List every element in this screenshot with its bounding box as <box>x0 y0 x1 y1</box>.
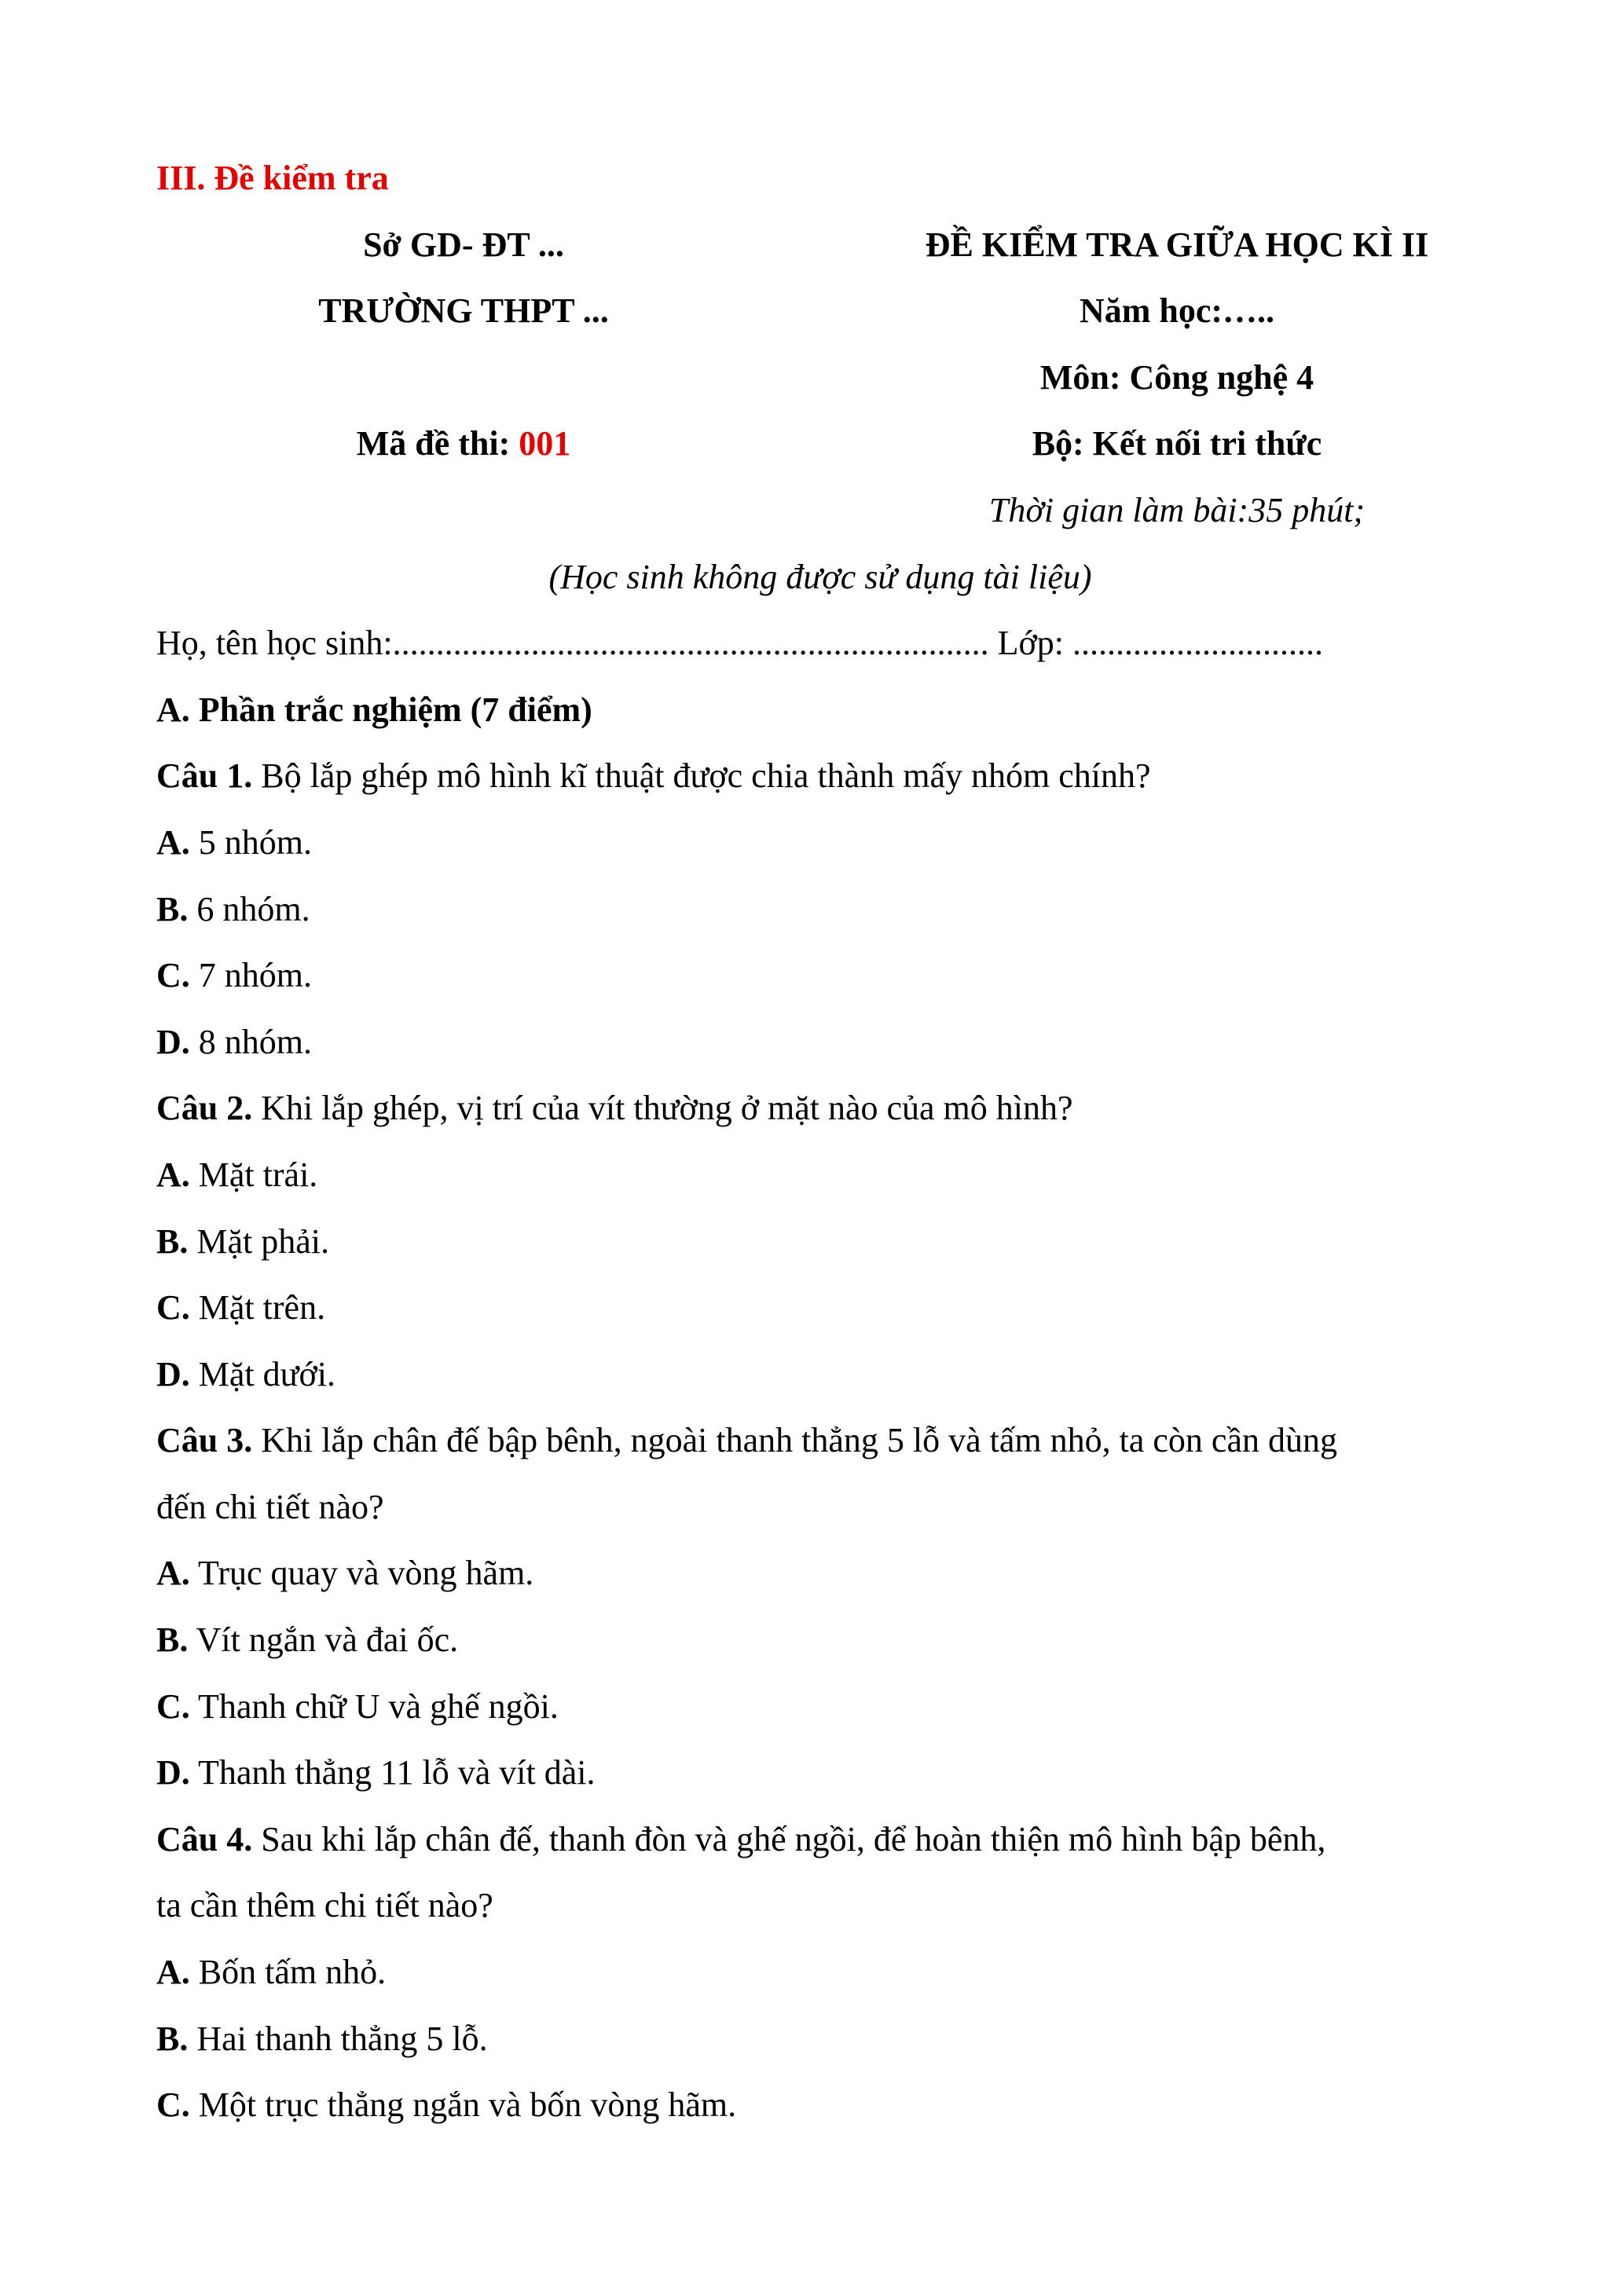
option-text: 5 nhóm. <box>189 822 313 862</box>
answer-option <box>156 1740 1484 1807</box>
question <box>156 1807 1484 1873</box>
exam-code-label: Mã đề thi: <box>356 424 511 463</box>
option-text: 7 nhóm. <box>189 956 313 995</box>
answer-option <box>156 810 1484 877</box>
question-list <box>156 743 1484 2138</box>
option-key: B. <box>156 889 189 928</box>
option-key: D. <box>156 1753 190 1792</box>
option-text: Mặt phải. <box>188 1221 329 1261</box>
note: (Học sinh không được sử dụng tài liệu) <box>548 557 1092 596</box>
option-text: Bốn tấm nhỏ. <box>189 1953 387 1992</box>
option-text: 6 nhóm. <box>188 889 310 928</box>
option-key: A. <box>156 1953 190 1992</box>
school-year: Năm học:….. <box>1079 291 1275 331</box>
question-label: Câu 4. <box>156 1819 253 1858</box>
exam-code-value: 001 <box>519 424 571 463</box>
question <box>156 743 1484 810</box>
duration: Thời gian làm bài:35 phút; <box>988 490 1366 529</box>
answer-option <box>156 1209 1484 1276</box>
answer-option <box>156 1674 1484 1741</box>
option-key: D. <box>156 1022 190 1061</box>
option-key: C. <box>156 2085 190 2125</box>
section-title: III. Đề kiểm tra <box>156 159 389 197</box>
option-text: Mặt trái. <box>189 1155 318 1194</box>
exam-page <box>156 145 1484 2139</box>
question-text: Sau khi lắp chân đế, thanh đòn và ghế ngồi, để hoàn thiện mô hình bập bênh, <box>252 1819 1326 1858</box>
question <box>156 1408 1484 1474</box>
header-row-2 <box>156 278 1484 345</box>
question-label: Câu 3. <box>156 1421 253 1460</box>
header-row-3 <box>156 345 1484 412</box>
answer-option <box>156 1607 1484 1674</box>
option-text: Vít ngắn và đai ốc. <box>188 1620 459 1660</box>
student-info-line: Họ, tên học sinh:..................................................................... Lớp: ............................. <box>156 624 1323 663</box>
option-key: D. <box>156 1354 190 1393</box>
question-label: Câu 2. <box>156 1089 253 1128</box>
option-key: A. <box>156 1155 190 1194</box>
question-text-continued: đến chi tiết nào? <box>156 1487 384 1526</box>
answer-option <box>156 1275 1484 1342</box>
option-key: C. <box>156 1288 190 1327</box>
option-text: Trục quay và vòng hãm. <box>189 1554 534 1593</box>
option-key: B. <box>156 1620 189 1660</box>
answer-option <box>156 1540 1484 1607</box>
answer-option <box>156 2006 1484 2073</box>
question-text: Khi lắp chân đế bập bênh, ngoài thanh thẳng 5 lỗ và tấm nhỏ, ta còn cần dùng <box>252 1421 1337 1460</box>
department: Sở GD- ĐT ... <box>363 225 564 264</box>
option-key: B. <box>156 1221 189 1261</box>
answer-option <box>156 1142 1484 1209</box>
question-label: Câu 1. <box>156 756 253 796</box>
option-text: Mặt dưới. <box>189 1354 335 1393</box>
option-text: Thanh chữ U và ghế ngồi. <box>189 1686 559 1726</box>
option-text: 8 nhóm. <box>189 1022 313 1061</box>
answer-option <box>156 877 1484 943</box>
answer-option <box>156 1939 1484 2006</box>
option-text: Hai thanh thẳng 5 lỗ. <box>188 2019 488 2058</box>
header-row-5 <box>156 478 1484 544</box>
option-key: B. <box>156 2019 189 2058</box>
option-text: Mặt trên. <box>189 1288 326 1327</box>
exam-code <box>156 411 771 478</box>
question-text: Khi lắp ghép, vị trí của vít thường ở mặt nào của mô hình? <box>252 1089 1073 1128</box>
header-row-1 <box>156 212 1484 279</box>
option-key: A. <box>156 1554 190 1593</box>
book-series: Bộ: Kết nối tri thức <box>1032 424 1322 463</box>
answer-option <box>156 1342 1484 1408</box>
answer-option <box>156 943 1484 1009</box>
answer-option <box>156 2072 1484 2139</box>
option-key: C. <box>156 1686 190 1726</box>
part-a-title: A. Phần trắc nghiệm (7 điểm) <box>156 690 592 729</box>
question <box>156 1075 1484 1142</box>
subject: Môn: Công nghệ 4 <box>1039 357 1314 397</box>
header-row-4 <box>156 411 1484 478</box>
option-text: Thanh thẳng 11 lỗ và vít dài. <box>189 1753 596 1792</box>
answer-option <box>156 1009 1484 1076</box>
option-key: A. <box>156 822 190 862</box>
option-text: Một trục thẳng ngắn và bốn vòng hãm. <box>189 2085 737 2125</box>
question-text: Bộ lắp ghép mô hình kĩ thuật được chia thành mấy nhóm chính? <box>252 756 1151 796</box>
option-key: C. <box>156 956 190 995</box>
exam-title: ĐỀ KIỂM TRA GIỮA HỌC KÌ II <box>925 225 1429 264</box>
school: TRƯỜNG THPT ... <box>318 291 609 331</box>
question-text-continued: ta cần thêm chi tiết nào? <box>156 1886 493 1925</box>
